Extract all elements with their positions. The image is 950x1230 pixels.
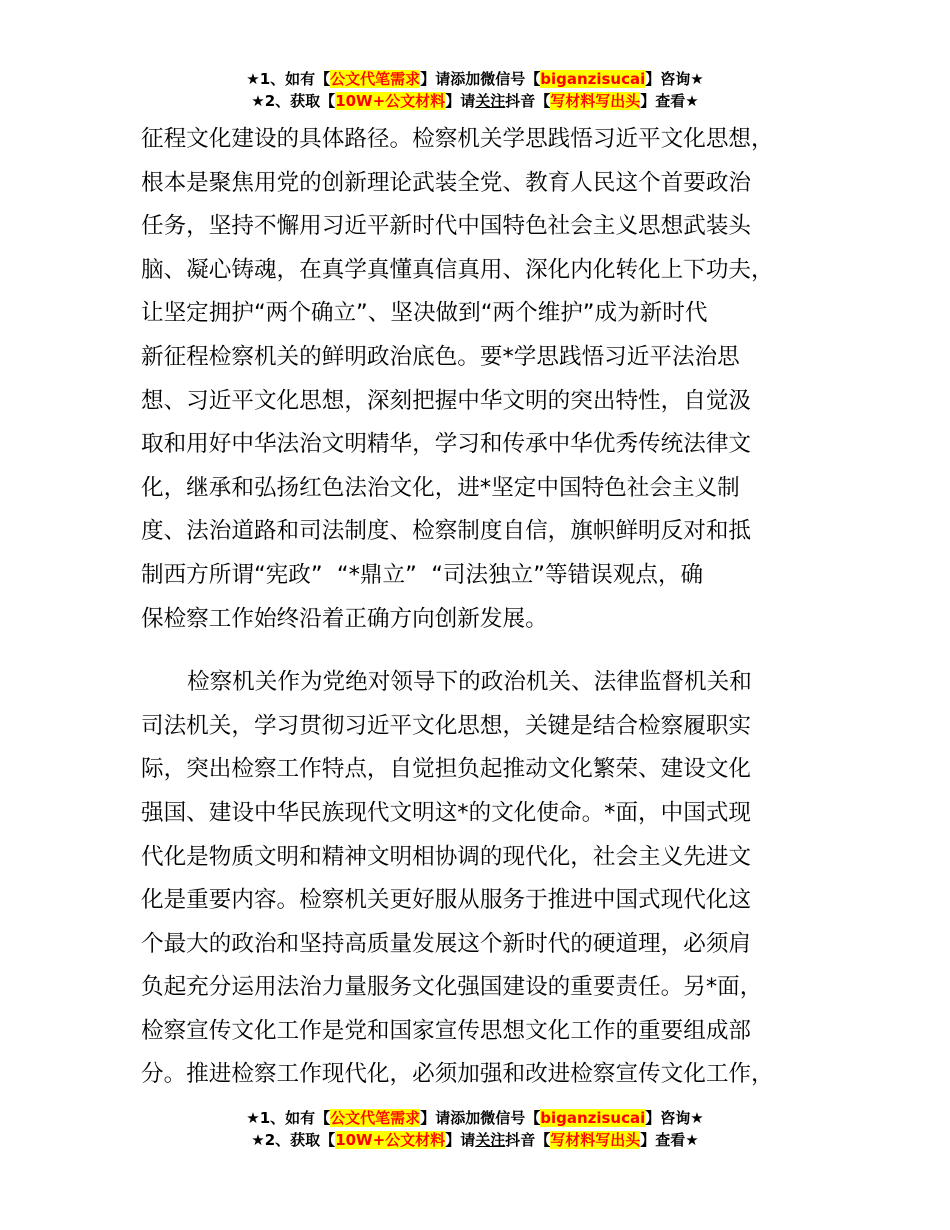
banner-line-2: ★2、获取【10W+公文材料】请关注抖音【写材料写出头】查看★ [251,92,699,110]
text-line: 际，突出检察工作特点，自觉担负起推动文化繁荣、建设文化 [141,756,752,783]
highlight-service: 公文代笔需求 [330,70,421,88]
banner-line-1: ★1、如有【公文代笔需求】请添加微信号【biganzisucai】咨询★ [246,1109,704,1127]
underlined-follow: 关注 [475,92,506,110]
document-body [141,118,833,1097]
text-line: 想、习近平文化思想，深刻把握中华文明的突出特性，自觉汲 [141,387,752,414]
paragraph-2 [141,661,833,1097]
text-line: 度、法治道路和司法制度、检察制度自信，旗帜鲜明反对和抵 [141,518,752,545]
highlight-materials: 10W+公文材料 [335,1131,446,1149]
text-line: 分。推进检察工作现代化，必须加强和改进检察宣传文化工作， [141,1061,774,1088]
text-line: 化，继承和弘扬红色法治文化，进*坚定中国特色社会主义制 [141,474,740,501]
text-line: 征程文化建设的具体路径。检察机关学思践悟习近平文化思想， [141,126,774,152]
banner-line-1: ★1、如有【公文代笔需求】请添加微信号【biganzisucai】咨询★ [246,70,704,88]
text-line: 个最大的政治和坚持高质量发展这个新时代的硬道理，必须肩 [141,930,752,957]
highlight-account: 写材料写出头 [550,92,641,110]
text-line: 取和用好中华法治文明精华，学习和传承中华优秀传统法律文 [141,431,752,458]
text-line: 新征程检察机关的鲜明政治底色。要*学思践悟习近平法治思 [141,343,740,370]
text-line: 制西方所谓“宪政” “*鼎立” “司法独立”等错误观点，确 [141,561,704,588]
text-line: 强国、建设中华民族现代文明这*的文化使命。*面，中国式现 [141,799,752,826]
text-line: 任务，坚持不懈用习近平新时代中国特色社会主义思想武装头 [141,213,752,240]
header-banner [0,68,950,112]
highlight-service: 公文代笔需求 [330,1109,421,1127]
paragraph-1 [141,118,833,641]
text-line: 检察宣传文化工作是党和国家宣传思想文化工作的重要组成部 [141,1017,752,1044]
banner-line-2: ★2、获取【10W+公文材料】请关注抖音【写材料写出头】查看★ [251,1131,699,1149]
highlight-wechat-id: biganzisucai [540,70,646,88]
underlined-follow: 关注 [475,1131,506,1149]
highlight-account: 写材料写出头 [550,1131,641,1149]
text-line: 司法机关，学习贯彻习近平文化思想，关键是结合检察履职实 [141,712,752,739]
highlight-materials: 10W+公文材料 [335,92,446,110]
text-line: 检察机关作为党绝对领导下的政治机关、法律监督机关和 [187,669,752,696]
text-line: 负起充分运用法治力量服务文化强国建设的重要责任。另*面， [141,974,763,1001]
text-line: 脑、凝心铸魂，在真学真懂真信真用、深化内化转化上下功夫， [141,256,774,283]
paragraph-spacer [141,641,833,661]
footer-banner [0,1107,950,1151]
text-line: 让坚定拥护“两个确立”、坚决做到“两个维护”成为新时代 [141,300,708,327]
text-line: 保检察工作始终沿着正确方向创新发展。 [141,605,548,632]
highlight-wechat-id: biganzisucai [540,1109,646,1127]
text-line: 根本是聚焦用党的创新理论武装全党、教育人民这个首要政治 [141,169,752,196]
text-line: 代化是物质文明和精神文明相协调的现代化，社会主义先进文 [141,843,752,870]
text-line: 化是重要内容。检察机关更好服从服务于推进中国式现代化这 [141,887,752,914]
